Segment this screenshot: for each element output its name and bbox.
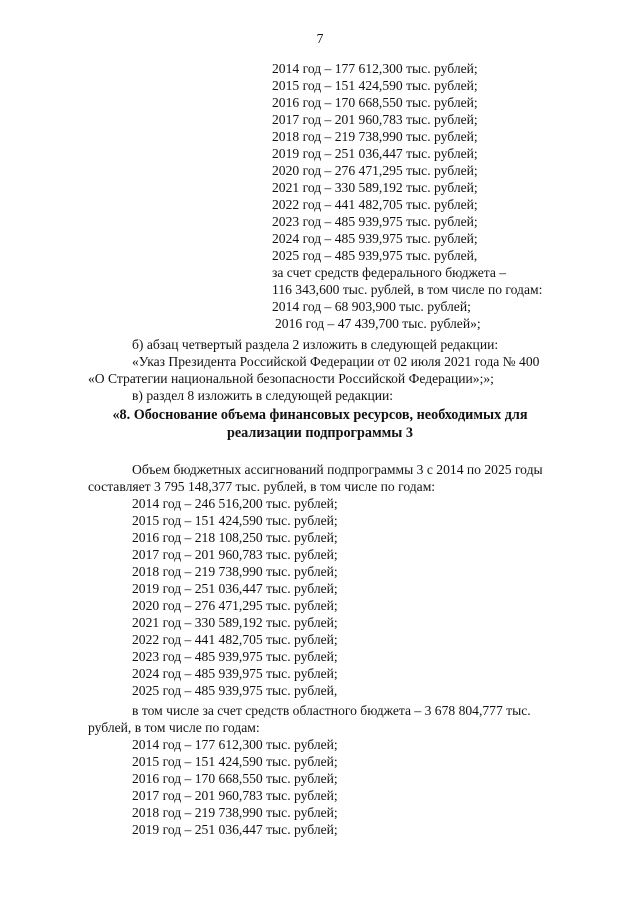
section-heading: «8. Обоснование объема финансовых ресурсов, необходимых для	[112, 407, 528, 423]
list-item: 2015 год – 151 424,590 тыс. рублей;	[132, 754, 338, 769]
list-item: 2021 год – 330 589,192 тыс. рублей;	[272, 180, 478, 195]
list-item: 2016 год – 170 668,550 тыс. рублей;	[132, 771, 338, 786]
paragraph: составляет 3 795 148,377 тыс. рублей, в том числе по годам:	[88, 479, 436, 494]
list-item: 2019 год – 251 036,447 тыс. рублей;	[272, 146, 478, 161]
paragraph: рублей, в том числе по годам:	[88, 720, 260, 735]
section-heading: реализации подпрограммы 3	[226, 425, 414, 441]
list-item: 2014 год – 177 612,300 тыс. рублей;	[132, 737, 338, 752]
list-item: 2024 год – 485 939,975 тыс. рублей;	[132, 666, 338, 681]
list-item: 2020 год – 276 471,295 тыс. рублей;	[272, 163, 478, 178]
list-item: 2014 год – 68 903,900 тыс. рублей;	[272, 299, 471, 314]
list-item: 2017 год – 201 960,783 тыс. рублей;	[132, 788, 338, 803]
federal-text: 116 343,600 тыс. рублей, в том числе по годам:	[272, 282, 543, 297]
list-item: 2023 год – 485 939,975 тыс. рублей;	[132, 649, 338, 664]
list-item: 2017 год – 201 960,783 тыс. рублей;	[272, 112, 478, 127]
list-item: 2022 год – 441 482,705 тыс. рублей;	[272, 197, 478, 212]
list-item: 2016 год – 47 439,700 тыс. рублей»;	[275, 316, 481, 331]
list-item: 2021 год – 330 589,192 тыс. рублей;	[132, 615, 338, 630]
paragraph: в) раздел 8 изложить в следующей редакции:	[132, 388, 394, 403]
list-item: 2019 год – 251 036,447 тыс. рублей;	[132, 822, 338, 837]
list-item: 2018 год – 219 738,990 тыс. рублей;	[132, 564, 338, 579]
paragraph: «О Стратегии национальной безопасности Российской Федерации»;»;	[88, 371, 494, 386]
paragraph: б) абзац четвертый раздела 2 изложить в следующей редакции:	[132, 337, 499, 352]
page-number: 7	[316, 31, 324, 46]
list-item: 2023 год – 485 939,975 тыс. рублей;	[272, 214, 478, 229]
list-item: 2025 год – 485 939,975 тыс. рублей,	[132, 683, 338, 698]
list-item: 2018 год – 219 738,990 тыс. рублей;	[272, 129, 478, 144]
list-item: 2016 год – 170 668,550 тыс. рублей;	[272, 95, 478, 110]
list-item: 2020 год – 276 471,295 тыс. рублей;	[132, 598, 338, 613]
list-item: 2024 год – 485 939,975 тыс. рублей;	[272, 231, 478, 246]
list-item: 2015 год – 151 424,590 тыс. рублей;	[272, 78, 478, 93]
list-item: 2014 год – 246 516,200 тыс. рублей;	[132, 496, 338, 511]
paragraph: «Указ Президента Российской Федерации от 02 июля 2021 года № 400	[132, 354, 540, 369]
list-item: 2017 год – 201 960,783 тыс. рублей;	[132, 547, 338, 562]
list-item: 2019 год – 251 036,447 тыс. рублей;	[132, 581, 338, 596]
paragraph: в том числе за счет средств областного бюджета – 3 678 804,777 тыс.	[132, 703, 531, 718]
federal-text: за счет средств федерального бюджета –	[272, 265, 507, 280]
list-item: 2015 год – 151 424,590 тыс. рублей;	[132, 513, 338, 528]
list-item: 2025 год – 485 939,975 тыс. рублей,	[272, 248, 478, 263]
list-item: 2014 год – 177 612,300 тыс. рублей;	[272, 61, 478, 76]
list-item: 2022 год – 441 482,705 тыс. рублей;	[132, 632, 338, 647]
list-item: 2016 год – 218 108,250 тыс. рублей;	[132, 530, 338, 545]
paragraph: Объем бюджетных ассигнований подпрограммы 3 с 2014 по 2025 годы	[132, 462, 543, 477]
list-item: 2018 год – 219 738,990 тыс. рублей;	[132, 805, 338, 820]
